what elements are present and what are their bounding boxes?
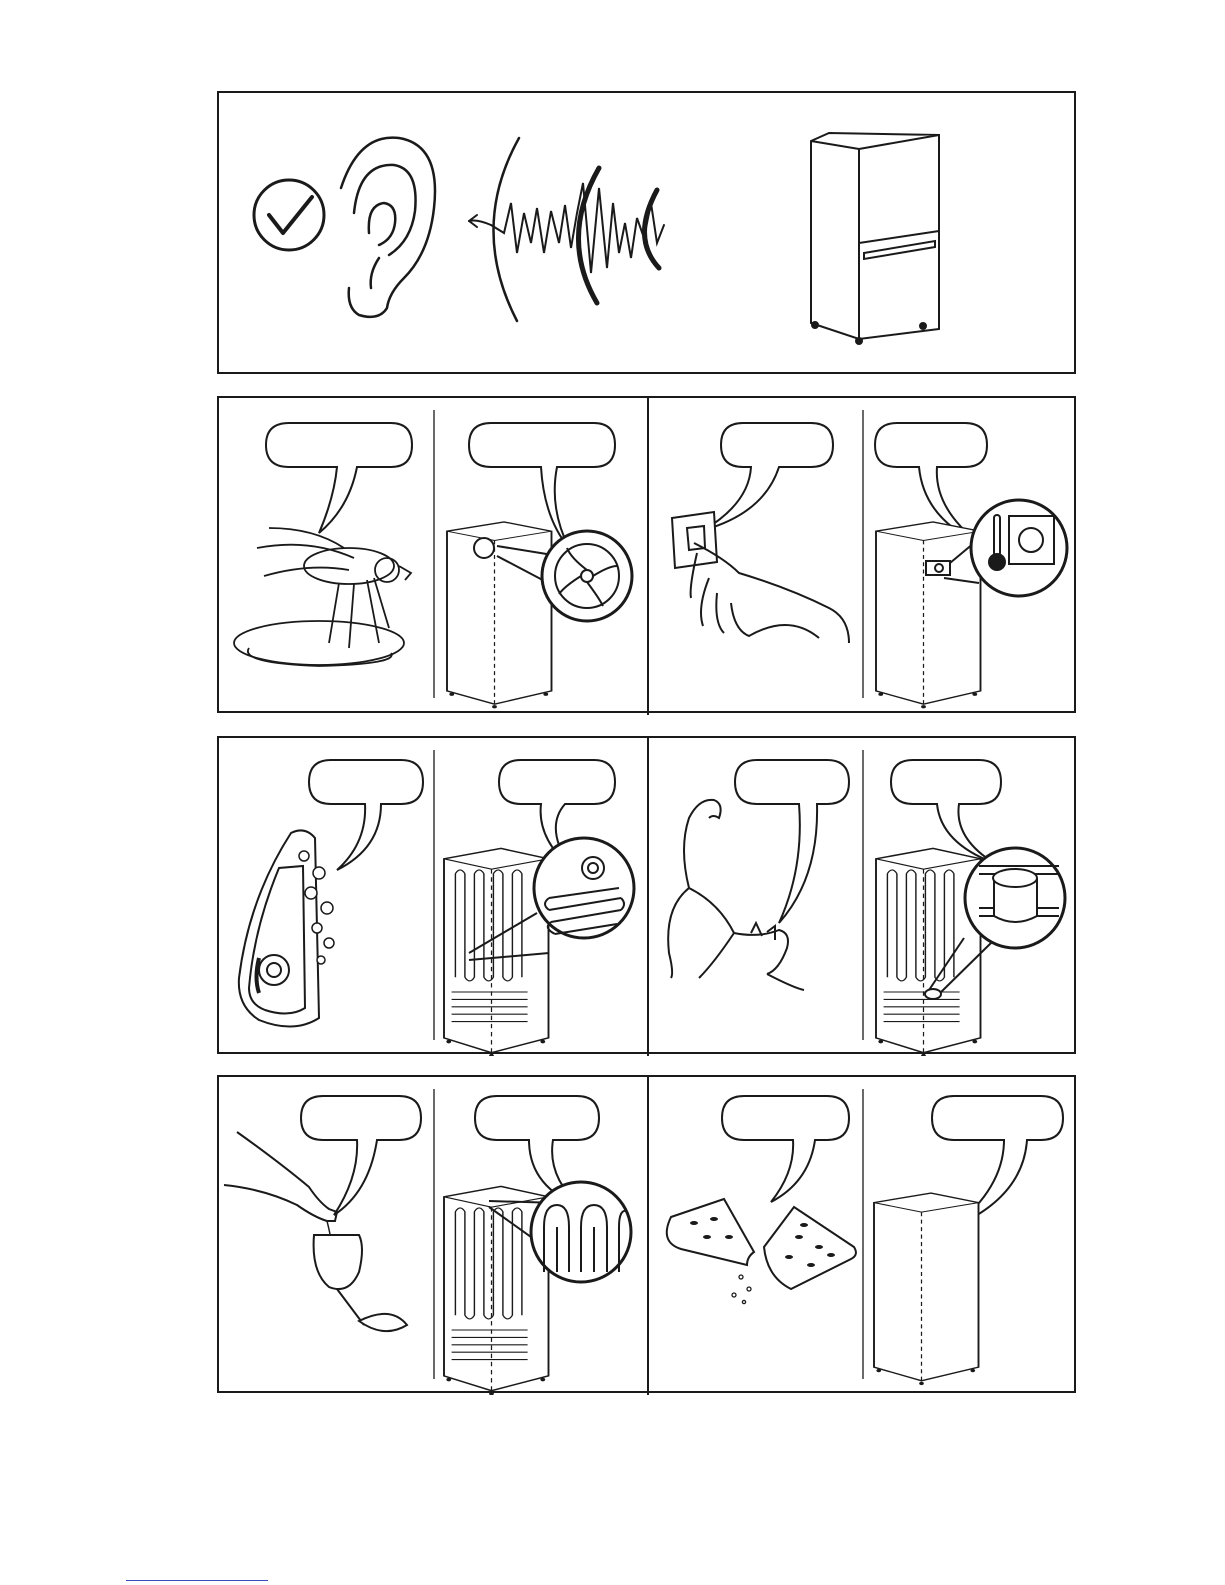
normal-sounds-frame (217, 91, 1076, 374)
crispbread-icon (667, 1199, 856, 1304)
purring-compressor-callout (891, 760, 1001, 863)
clicking-callout (704, 423, 833, 530)
cracking-callout (722, 1096, 849, 1202)
noise-row-3 (217, 1075, 1076, 1393)
purring-callout (735, 760, 849, 923)
wine-pour-icon (224, 1132, 407, 1331)
gurgling-callout (301, 1096, 421, 1215)
sound-wave-icon (469, 138, 664, 321)
fridge-icon (811, 133, 939, 344)
fly-icon (234, 528, 411, 666)
footer-link-underline[interactable] (126, 1580, 268, 1581)
checkmark-icon (254, 180, 324, 250)
hissing-callout (309, 760, 423, 870)
switch-press-icon (672, 512, 849, 643)
fridge-cabinet-icon (874, 1193, 979, 1385)
noise-row-1 (217, 396, 1076, 713)
cat-icon (668, 800, 804, 990)
buzzing-callout (266, 423, 412, 533)
ear-icon (341, 138, 435, 317)
steam-iron-icon (239, 830, 334, 1026)
noise-row-2 (217, 736, 1076, 1054)
